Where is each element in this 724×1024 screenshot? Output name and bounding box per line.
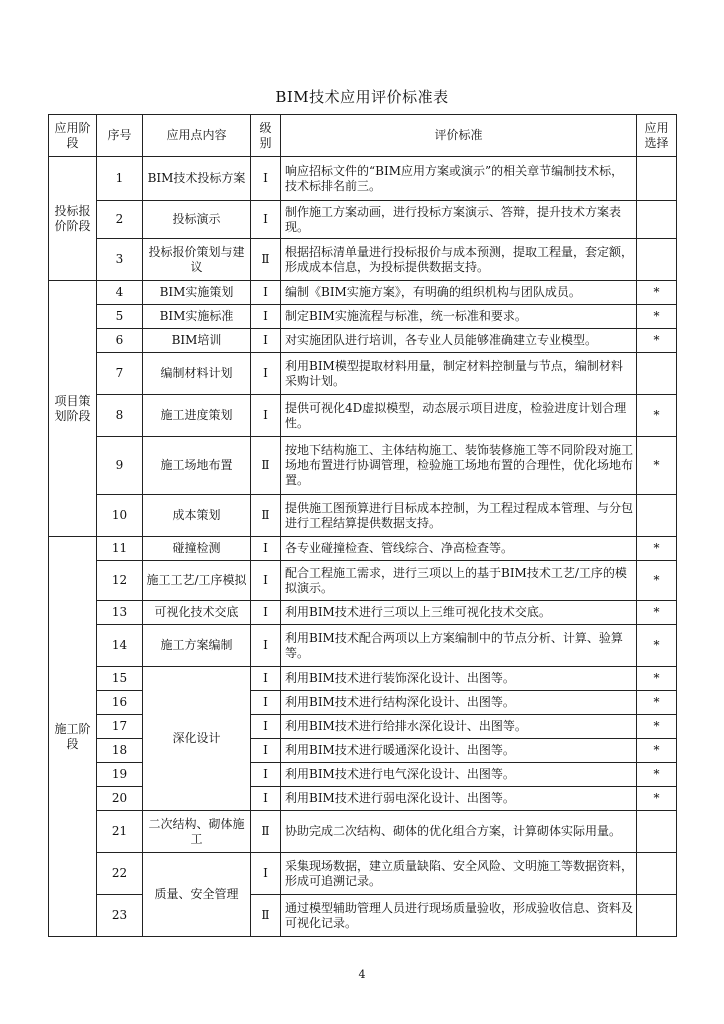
table-title: BIM技术应用评价标准表 xyxy=(275,88,449,106)
table-row xyxy=(49,601,677,625)
row-content-merged: 质量、安全管理 xyxy=(143,853,251,937)
row-level: Ⅱ xyxy=(251,437,281,495)
row-level: Ⅰ xyxy=(251,667,281,691)
row-content: 可视化技术交底 xyxy=(143,601,251,625)
row-content: 碰撞检测 xyxy=(143,537,251,561)
row-select: * xyxy=(637,305,677,329)
row-no: 8 xyxy=(97,395,143,437)
row-level: Ⅰ xyxy=(251,305,281,329)
row-level: Ⅰ xyxy=(251,395,281,437)
row-select: * xyxy=(637,691,677,715)
row-select: * xyxy=(637,739,677,763)
header-criteria: 评价标准 xyxy=(281,115,637,157)
row-select: * xyxy=(637,715,677,739)
row-no: 11 xyxy=(97,537,143,561)
table-row xyxy=(49,561,677,601)
row-content: 编制材料计划 xyxy=(143,353,251,395)
stage-cell-plan: 项目策划阶段 xyxy=(49,281,97,537)
row-criteria: 各专业碰撞检查、管线综合、净高检查等。 xyxy=(281,537,637,561)
row-select: * xyxy=(637,625,677,667)
row-no: 13 xyxy=(97,601,143,625)
row-criteria: 制定BIM实施流程与标准，统一标准和要求。 xyxy=(281,305,637,329)
row-level: Ⅰ xyxy=(251,625,281,667)
row-criteria: 按地下结构施工、主体结构施工、装饰装修施工等不同阶段对施工场地布置进行协调管理，检验施工场地布置的合理性，优化场地布置。 xyxy=(281,437,637,495)
row-select xyxy=(637,201,677,239)
table-row xyxy=(49,667,677,691)
row-criteria: 利用BIM技术进行装饰深化设计、出图等。 xyxy=(281,667,637,691)
table-row xyxy=(49,537,677,561)
row-level: Ⅰ xyxy=(251,787,281,811)
row-level: Ⅰ xyxy=(251,353,281,395)
row-level: Ⅱ xyxy=(251,895,281,937)
table-row xyxy=(49,395,677,437)
row-level: Ⅰ xyxy=(251,715,281,739)
row-select xyxy=(637,895,677,937)
row-content: 成本策划 xyxy=(143,495,251,537)
header-level: 级别 xyxy=(251,115,281,157)
row-content-merged: 深化设计 xyxy=(143,667,251,811)
row-content: BIM实施策划 xyxy=(143,281,251,305)
row-content: 投标演示 xyxy=(143,201,251,239)
row-content: 施工工艺/工序模拟 xyxy=(143,561,251,601)
row-select: * xyxy=(637,787,677,811)
row-content: 二次结构、砌体施工 xyxy=(143,811,251,853)
row-criteria: 根据招标清单量进行投标报价与成本预测，提取工程量，套定额，形成成本信息，为投标提供数据支持。 xyxy=(281,239,637,281)
row-level: Ⅱ xyxy=(251,811,281,853)
table-row xyxy=(49,437,677,495)
table-row xyxy=(49,305,677,329)
row-select xyxy=(637,353,677,395)
row-no: 2 xyxy=(97,201,143,239)
row-select: * xyxy=(637,601,677,625)
table-row xyxy=(49,811,677,853)
header-stage: 应用阶段 xyxy=(49,115,97,157)
row-select: * xyxy=(637,281,677,305)
row-criteria: 利用BIM模型提取材料用量，制定材料控制量与节点，编制材料采购计划。 xyxy=(281,353,637,395)
row-level: Ⅰ xyxy=(251,281,281,305)
row-no: 12 xyxy=(97,561,143,601)
row-content: BIM技术投标方案 xyxy=(143,157,251,201)
row-select xyxy=(637,811,677,853)
row-no: 16 xyxy=(97,691,143,715)
row-level: Ⅰ xyxy=(251,329,281,353)
row-no: 10 xyxy=(97,495,143,537)
row-criteria: 编制《BIM实施方案》，有明确的组织机构与团队成员。 xyxy=(281,281,637,305)
row-level: Ⅰ xyxy=(251,537,281,561)
header-content: 应用点内容 xyxy=(143,115,251,157)
row-no: 4 xyxy=(97,281,143,305)
row-no: 3 xyxy=(97,239,143,281)
row-criteria: 提供可视化4D虚拟模型，动态展示项目进度，检验进度计划合理性。 xyxy=(281,395,637,437)
header-row xyxy=(49,115,677,157)
page-number: 4 xyxy=(358,968,366,981)
row-select: * xyxy=(637,329,677,353)
row-criteria: 利用BIM技术进行给排水深化设计、出图等。 xyxy=(281,715,637,739)
header-no: 序号 xyxy=(97,115,143,157)
row-no: 5 xyxy=(97,305,143,329)
row-level: Ⅰ xyxy=(251,853,281,895)
row-level: Ⅱ xyxy=(251,495,281,537)
row-criteria: 利用BIM技术进行弱电深化设计、出图等。 xyxy=(281,787,637,811)
row-no: 7 xyxy=(97,353,143,395)
row-criteria: 利用BIM技术进行电气深化设计、出图等。 xyxy=(281,763,637,787)
row-select xyxy=(637,853,677,895)
row-criteria: 利用BIM技术配合两项以上方案编制中的节点分析、计算、验算等。 xyxy=(281,625,637,667)
row-criteria: 协助完成二次结构、砌体的优化组合方案，计算砌体实际用量。 xyxy=(281,811,637,853)
table-row xyxy=(49,157,677,201)
row-select xyxy=(637,157,677,201)
header-select: 应用选择 xyxy=(637,115,677,157)
table-row xyxy=(49,239,677,281)
row-no: 1 xyxy=(97,157,143,201)
table-row xyxy=(49,201,677,239)
evaluation-table xyxy=(48,114,677,937)
row-no: 20 xyxy=(97,787,143,811)
row-content: 投标报价策划与建议 xyxy=(143,239,251,281)
row-select xyxy=(637,239,677,281)
table-row xyxy=(49,329,677,353)
row-criteria: 利用BIM技术进行三项以上三维可视化技术交底。 xyxy=(281,601,637,625)
stage-cell-build: 施工阶段 xyxy=(49,537,97,937)
row-level: Ⅰ xyxy=(251,691,281,715)
table-row xyxy=(49,281,677,305)
table-row xyxy=(49,625,677,667)
row-select: * xyxy=(637,561,677,601)
row-content: 施工进度策划 xyxy=(143,395,251,437)
row-level: Ⅱ xyxy=(251,239,281,281)
row-select: * xyxy=(637,537,677,561)
row-content: 施工方案编制 xyxy=(143,625,251,667)
row-criteria: 利用BIM技术进行暖通深化设计、出图等。 xyxy=(281,739,637,763)
row-criteria: 采集现场数据，建立质量缺陷、安全风险、文明施工等数据资料，形成可追溯记录。 xyxy=(281,853,637,895)
row-content: BIM培训 xyxy=(143,329,251,353)
row-no: 23 xyxy=(97,895,143,937)
row-select: * xyxy=(637,763,677,787)
row-no: 21 xyxy=(97,811,143,853)
row-level: Ⅰ xyxy=(251,601,281,625)
row-criteria: 利用BIM技术进行结构深化设计、出图等。 xyxy=(281,691,637,715)
row-select xyxy=(637,495,677,537)
stage-cell-bid: 投标报价阶段 xyxy=(49,157,97,281)
row-criteria: 通过模型辅助管理人员进行现场质量验收，形成验收信息、资料及可视化记录。 xyxy=(281,895,637,937)
row-select: * xyxy=(637,437,677,495)
row-criteria: 对实施团队进行培训，各专业人员能够准确建立专业模型。 xyxy=(281,329,637,353)
row-criteria: 提供施工图预算进行目标成本控制，为工程过程成本管理、与分包进行工程结算提供数据支持。 xyxy=(281,495,637,537)
row-level: Ⅰ xyxy=(251,739,281,763)
row-level: Ⅰ xyxy=(251,561,281,601)
row-no: 9 xyxy=(97,437,143,495)
row-no: 22 xyxy=(97,853,143,895)
row-no: 18 xyxy=(97,739,143,763)
row-criteria: 制作施工方案动画，进行投标方案演示、答辩，提升技术方案表现。 xyxy=(281,201,637,239)
row-level: Ⅰ xyxy=(251,201,281,239)
row-select: * xyxy=(637,667,677,691)
row-level: Ⅰ xyxy=(251,763,281,787)
row-criteria: 配合工程施工需求，进行三项以上的基于BIM技术工艺/工序的模拟演示。 xyxy=(281,561,637,601)
row-criteria: 响应招标文件的“BIM应用方案或演示”的相关章节编制技术标，技术标排名前三。 xyxy=(281,157,637,201)
row-no: 6 xyxy=(97,329,143,353)
row-content: 施工场地布置 xyxy=(143,437,251,495)
row-no: 17 xyxy=(97,715,143,739)
row-no: 19 xyxy=(97,763,143,787)
row-no: 15 xyxy=(97,667,143,691)
row-select: * xyxy=(637,395,677,437)
row-no: 14 xyxy=(97,625,143,667)
table-row xyxy=(49,353,677,395)
row-content: BIM实施标准 xyxy=(143,305,251,329)
table-row xyxy=(49,853,677,895)
row-level: Ⅰ xyxy=(251,157,281,201)
table-row xyxy=(49,495,677,537)
